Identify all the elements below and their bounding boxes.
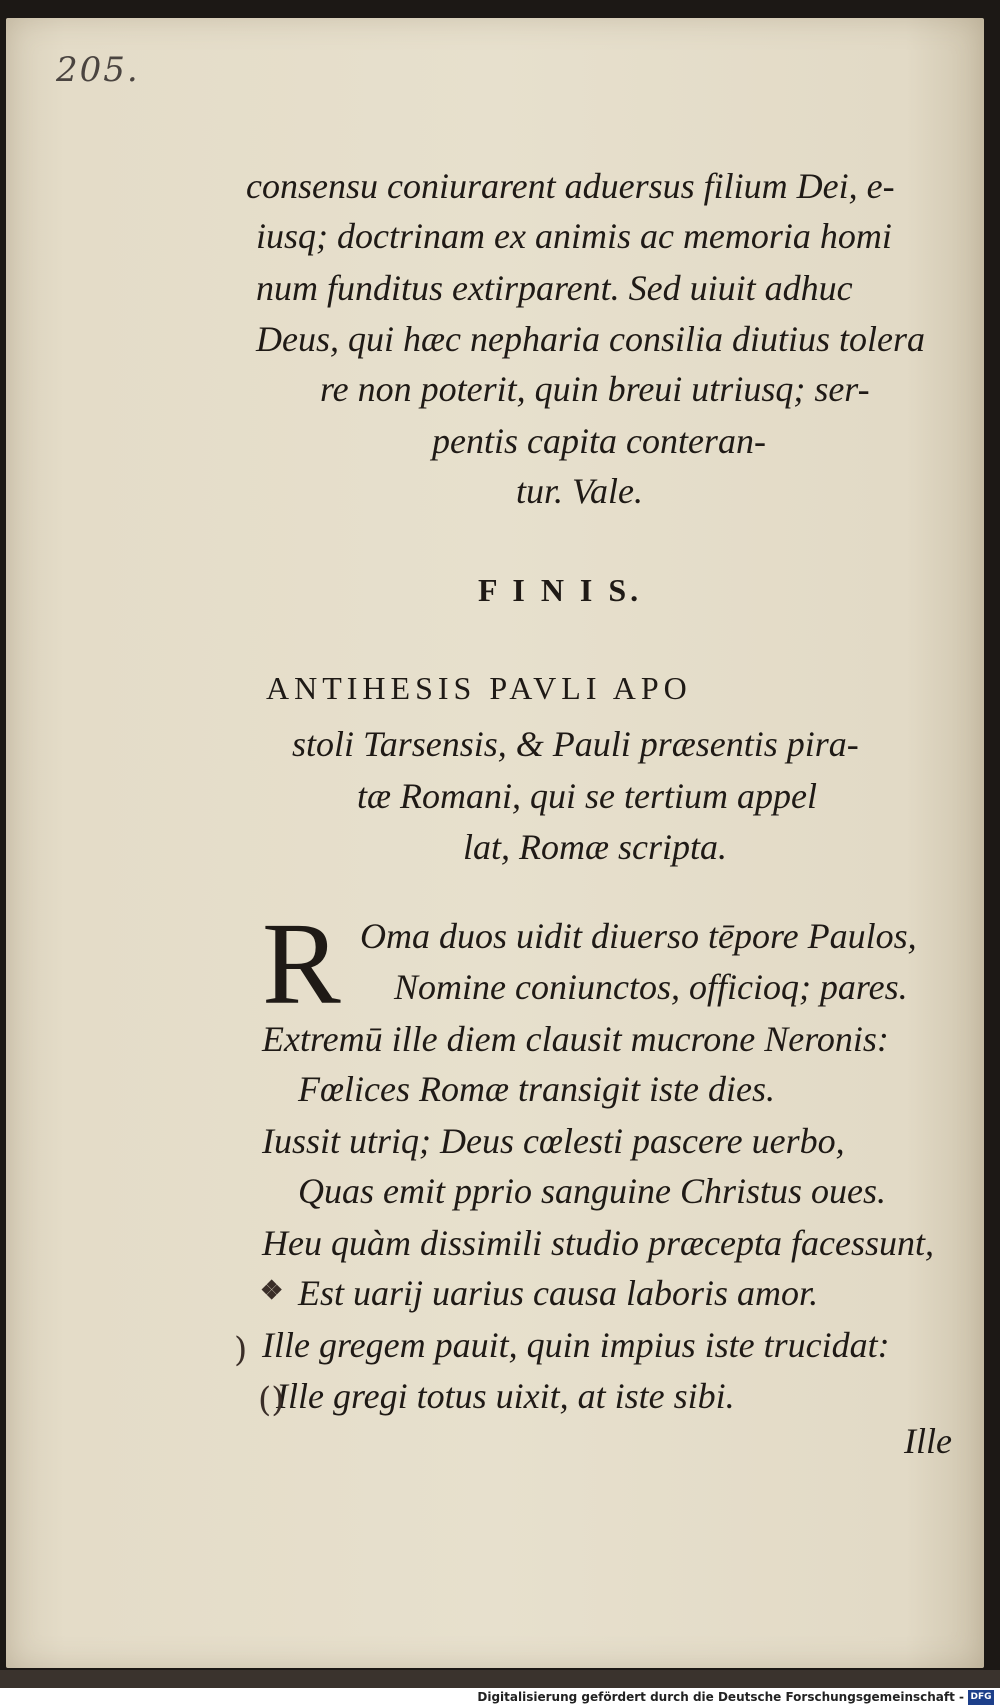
scan-edge [0,1670,1000,1688]
letter-line-1: consensu coniurarent aduersus filium Dei, e- [246,166,895,206]
catchword: Ille [904,1421,952,1461]
margin-bracket-mark-2: () [258,1380,285,1420]
poem-line-8: Est uarij uarius causa laboris amor. [298,1273,819,1313]
letter-line-3: num funditus extirparent. Sed uiuit adhuc [256,268,853,308]
letter-line-2: iusq; doctrinam ex animis ac memoria homi [256,216,892,256]
heading-line-2: stoli Tarsensis, & Pauli præsentis pira- [292,724,859,764]
poem-line-1: Oma duos uidit diuerso tēpore Paulos, [360,916,917,956]
letter-line-5: re non poterit, quin breui utriusq; ser- [320,369,870,409]
poem-line-2: Nomine coniunctos, officioq; pares. [394,967,908,1007]
poem-line-3: Extremū ille diem clausit mucrone Neronis: [262,1019,889,1059]
poem-line-7: Heu quàm dissimili studio præcepta facessunt, [262,1223,934,1263]
handwritten-page-number: 205. [56,50,140,90]
letter-line-7: tur. Vale. [516,471,644,511]
heading-line-3: tæ Romani, qui se tertium appel [357,776,817,816]
heading-line-4: lat, Romæ scripta. [463,827,728,867]
drop-cap: R [262,898,341,1029]
letter-line-6: pentis capita conteran- [432,421,766,461]
heading-title-line: ANTIHESIS PAVLI APO [266,670,692,706]
dfg-logo-icon: DFG [968,1690,994,1705]
letter-line-4: Deus, qui hæc nepharia consilia diutius tolera [256,319,925,359]
poem-line-10: Ille gregi totus uixit, at iste sibi. [276,1376,735,1416]
credit-bar [0,1688,1000,1708]
finis-heading: F I N I S. [478,572,643,608]
printer-ornament-icon: ❖ [260,1276,284,1306]
poem-line-5: Iussit utriq; Deus cœlesti pascere uerbo, [262,1121,845,1161]
poem-line-6: Quas emit pprio sanguine Christus oues. [298,1171,887,1211]
poem-line-9: Ille gregem pauit, quin impius iste trucidat: [262,1325,890,1365]
digitization-credit: Digitalisierung gefördert durch die Deutsche Forschungsgemeinschaft - [477,1690,964,1704]
margin-bracket-mark: ) [234,1330,248,1370]
poem-line-4: Fœlices Romæ transigit iste dies. [298,1069,775,1109]
